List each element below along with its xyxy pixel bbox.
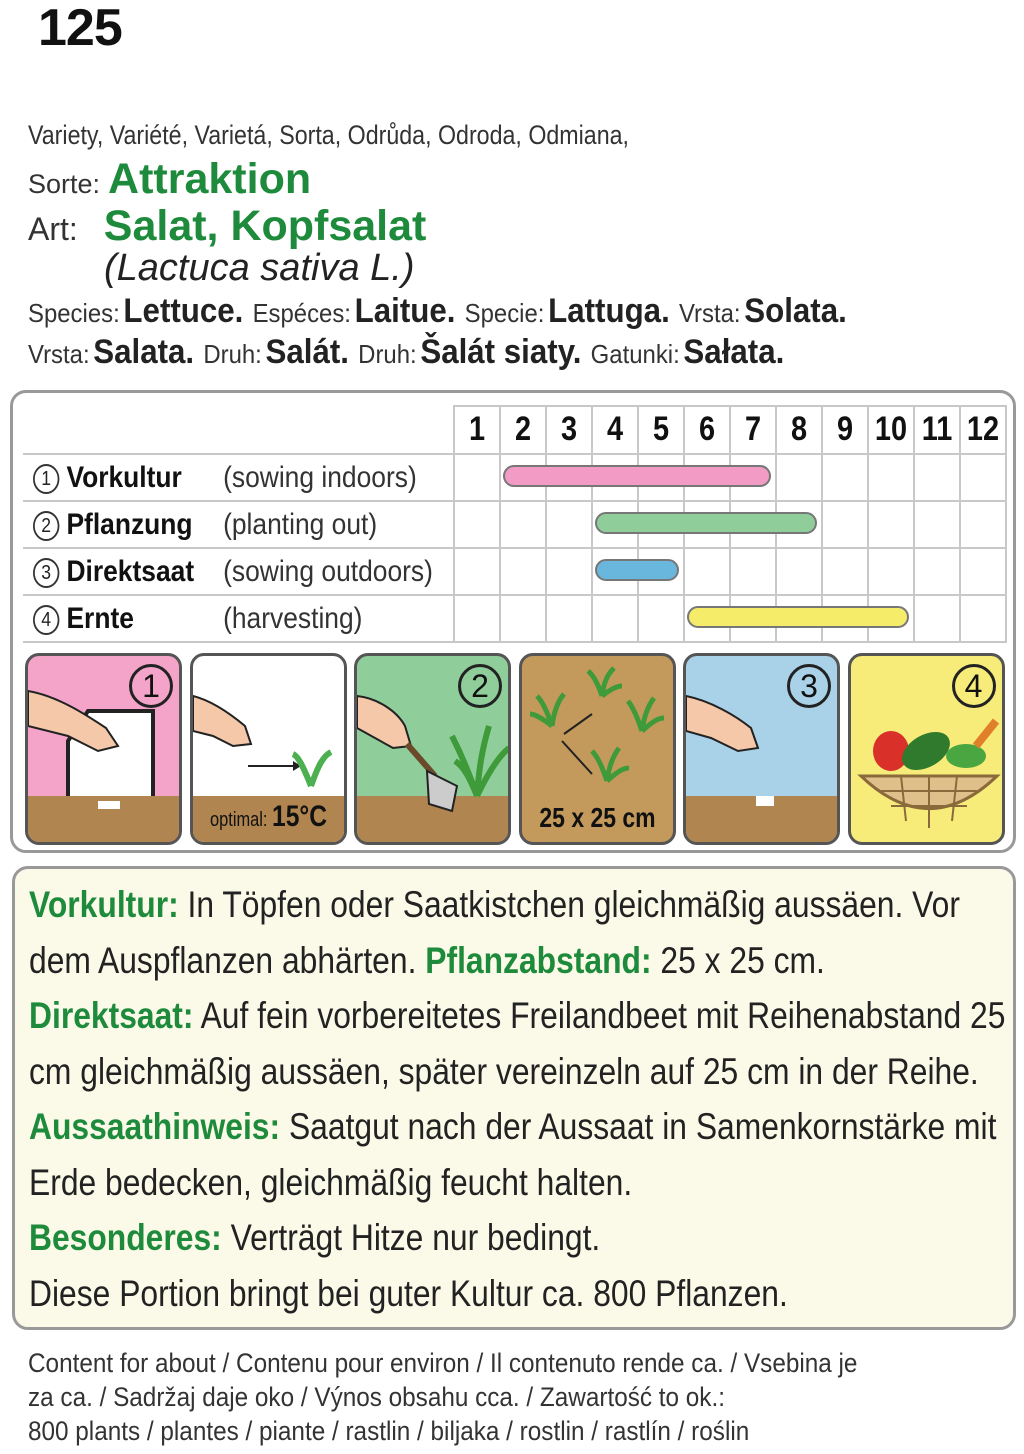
pictogram-germination <box>190 653 347 845</box>
species-value: Sałata. <box>683 333 785 371</box>
content-footer <box>28 1346 1018 1448</box>
variety-header <box>28 120 1008 372</box>
species-value: Salát. <box>265 333 349 371</box>
footer-line-2: za ca. / Sadržaj daje oko / Výnos obsahu cca. / Zawartość to ok.: <box>28 1382 725 1412</box>
month-label: 9 <box>836 410 854 448</box>
step-number-icon: 3 <box>787 664 831 708</box>
species-label: Vrsta: <box>678 298 741 328</box>
footer-line-1: Content for about / Contenu pour environ / Il contenuto rende ca. / Vsebina je <box>28 1348 858 1378</box>
species-value: Solata. <box>744 292 847 330</box>
species-value: Salata. <box>93 333 195 371</box>
instruction-label: Aussaathinweis: <box>29 1106 281 1147</box>
instruction-label: Besonderes: <box>29 1217 222 1258</box>
species-label: Druh: <box>203 339 262 369</box>
calendar-bar-vorkultur <box>503 465 771 487</box>
month-label: 12 <box>966 410 1000 448</box>
calendar-bar-pflanzung <box>595 512 817 534</box>
row-name-de: Ernte <box>66 602 134 635</box>
grid-col-line <box>453 405 455 641</box>
grid-col-line <box>499 405 501 641</box>
species-label: Species: <box>28 298 120 328</box>
grid-col-line <box>545 405 547 641</box>
calendar-row-label <box>33 501 377 548</box>
species-value: Lattuga. <box>548 292 670 330</box>
row-name-en: (planting out) <box>223 508 378 541</box>
instruction-text: Saatgut nach der Aussaat in Samenkornstärke mit Erde bedecken, gleichmäßig feucht halten. <box>29 1106 997 1203</box>
row-name-de: Pflanzung <box>66 508 193 541</box>
instruction-text: Auf fein vorbereitetes Freilandbeet mit Reihenabstand 25 cm gleichmäßig aussäen, später vereinzeln auf 25 cm in der Reihe. <box>29 995 1006 1092</box>
row-name-en: (harvesting) <box>223 602 363 635</box>
row-name-de: Direktsaat <box>66 555 195 588</box>
sorte-line <box>28 155 1008 204</box>
species-label: Specie: <box>464 298 545 328</box>
month-label: 2 <box>514 410 532 448</box>
row-name-en: (sowing outdoors) <box>223 555 433 588</box>
species-value: Lettuce. <box>123 292 244 330</box>
step-number-icon: 4 <box>952 664 996 708</box>
step-number-icon: 3 <box>33 558 59 588</box>
pictogram-spacing <box>519 653 676 845</box>
month-label: 6 <box>698 410 716 448</box>
step-number-icon: 2 <box>33 511 59 541</box>
calendar-row-label <box>33 548 433 595</box>
pictogram-sowing-indoors <box>25 653 182 845</box>
month-label: 5 <box>652 410 670 448</box>
art-label: Art: <box>28 211 78 247</box>
instruction-text: Verträgt Hitze nur bedingt. <box>221 1217 601 1258</box>
caption-value: 25 x 25 cm <box>538 802 656 833</box>
grid-col-line <box>959 405 961 641</box>
pictogram-strip <box>25 653 1005 845</box>
caption-value: 15°C <box>271 800 327 833</box>
instruction-text: Diese Portion bringt bei guter Kultur ca. 800 Pflanzen. <box>29 1272 788 1314</box>
calendar-grid <box>23 405 1007 641</box>
calendar-bar-ernte <box>687 606 909 628</box>
month-label: 4 <box>606 410 624 448</box>
pictogram-harvesting <box>848 653 1005 845</box>
variety-label-line: Variety, Variété, Varietá, Sorta, Odrůda, Odroda, Odmiana, <box>28 120 630 150</box>
species-label: Druh: <box>358 339 417 369</box>
art-line <box>28 202 1008 251</box>
instruction-text: In Töpfen oder Saatkistchen gleichmäßig aussäen. Vor dem Auspflanzen abhärten. <box>29 884 960 981</box>
grid-col-line <box>1005 405 1007 641</box>
pictogram-sowing-outdoors <box>683 653 840 845</box>
grid-col-line <box>591 405 593 641</box>
caption-prefix: optimal: <box>209 809 272 831</box>
calendar-row-label <box>33 454 417 501</box>
species-label: Espéces: <box>252 298 351 328</box>
species-line-2 <box>28 333 930 372</box>
pictogram-caption <box>535 802 659 834</box>
species-label: Vrsta: <box>28 339 90 369</box>
step-number-icon: 1 <box>129 664 173 708</box>
instructions-text <box>29 877 1009 1321</box>
packet-number: 125 <box>38 0 122 57</box>
step-number-icon: 1 <box>33 464 59 494</box>
pictogram-planting-out <box>354 653 511 845</box>
month-label: 1 <box>468 410 486 448</box>
pictogram-caption <box>206 800 330 834</box>
footer-line-3: 800 plants / plantes / piante / rastlin / biljaka / rostlin / rastlín / roślin <box>28 1416 750 1446</box>
month-label: 11 <box>921 410 953 448</box>
row-name-en: (sowing indoors) <box>223 461 417 494</box>
instruction-label: Vorkultur: <box>29 884 179 925</box>
grid-col-line <box>913 405 915 641</box>
growing-instructions <box>12 866 1016 1330</box>
step-number-icon: 2 <box>458 664 502 708</box>
sorte-value: Attraktion <box>108 155 312 203</box>
instruction-text: 25 x 25 cm. <box>651 939 825 981</box>
sorte-label: Sorte: <box>28 169 101 199</box>
month-label: 8 <box>790 410 808 448</box>
calendar-bar-direktsaat <box>595 559 679 581</box>
calendar-row-label <box>33 595 362 642</box>
species-line-1 <box>28 292 930 331</box>
latin-name: (Lactuca sativa L.) <box>104 247 415 289</box>
art-value: Salat, Kopfsalat <box>103 202 427 250</box>
month-label: 7 <box>744 410 762 448</box>
row-name-de: Vorkultur <box>66 461 182 494</box>
sowing-calendar <box>10 390 1016 853</box>
species-value: Laitue. <box>354 292 456 330</box>
species-value: Šalát siaty. <box>420 333 582 371</box>
month-label: 3 <box>560 410 578 448</box>
month-label: 10 <box>874 410 908 448</box>
step-number-icon: 4 <box>33 605 59 635</box>
species-label: Gatunki: <box>590 339 680 369</box>
instruction-label: Direktsaat: <box>29 995 194 1036</box>
instruction-label: Pflanzabstand: <box>425 939 652 981</box>
